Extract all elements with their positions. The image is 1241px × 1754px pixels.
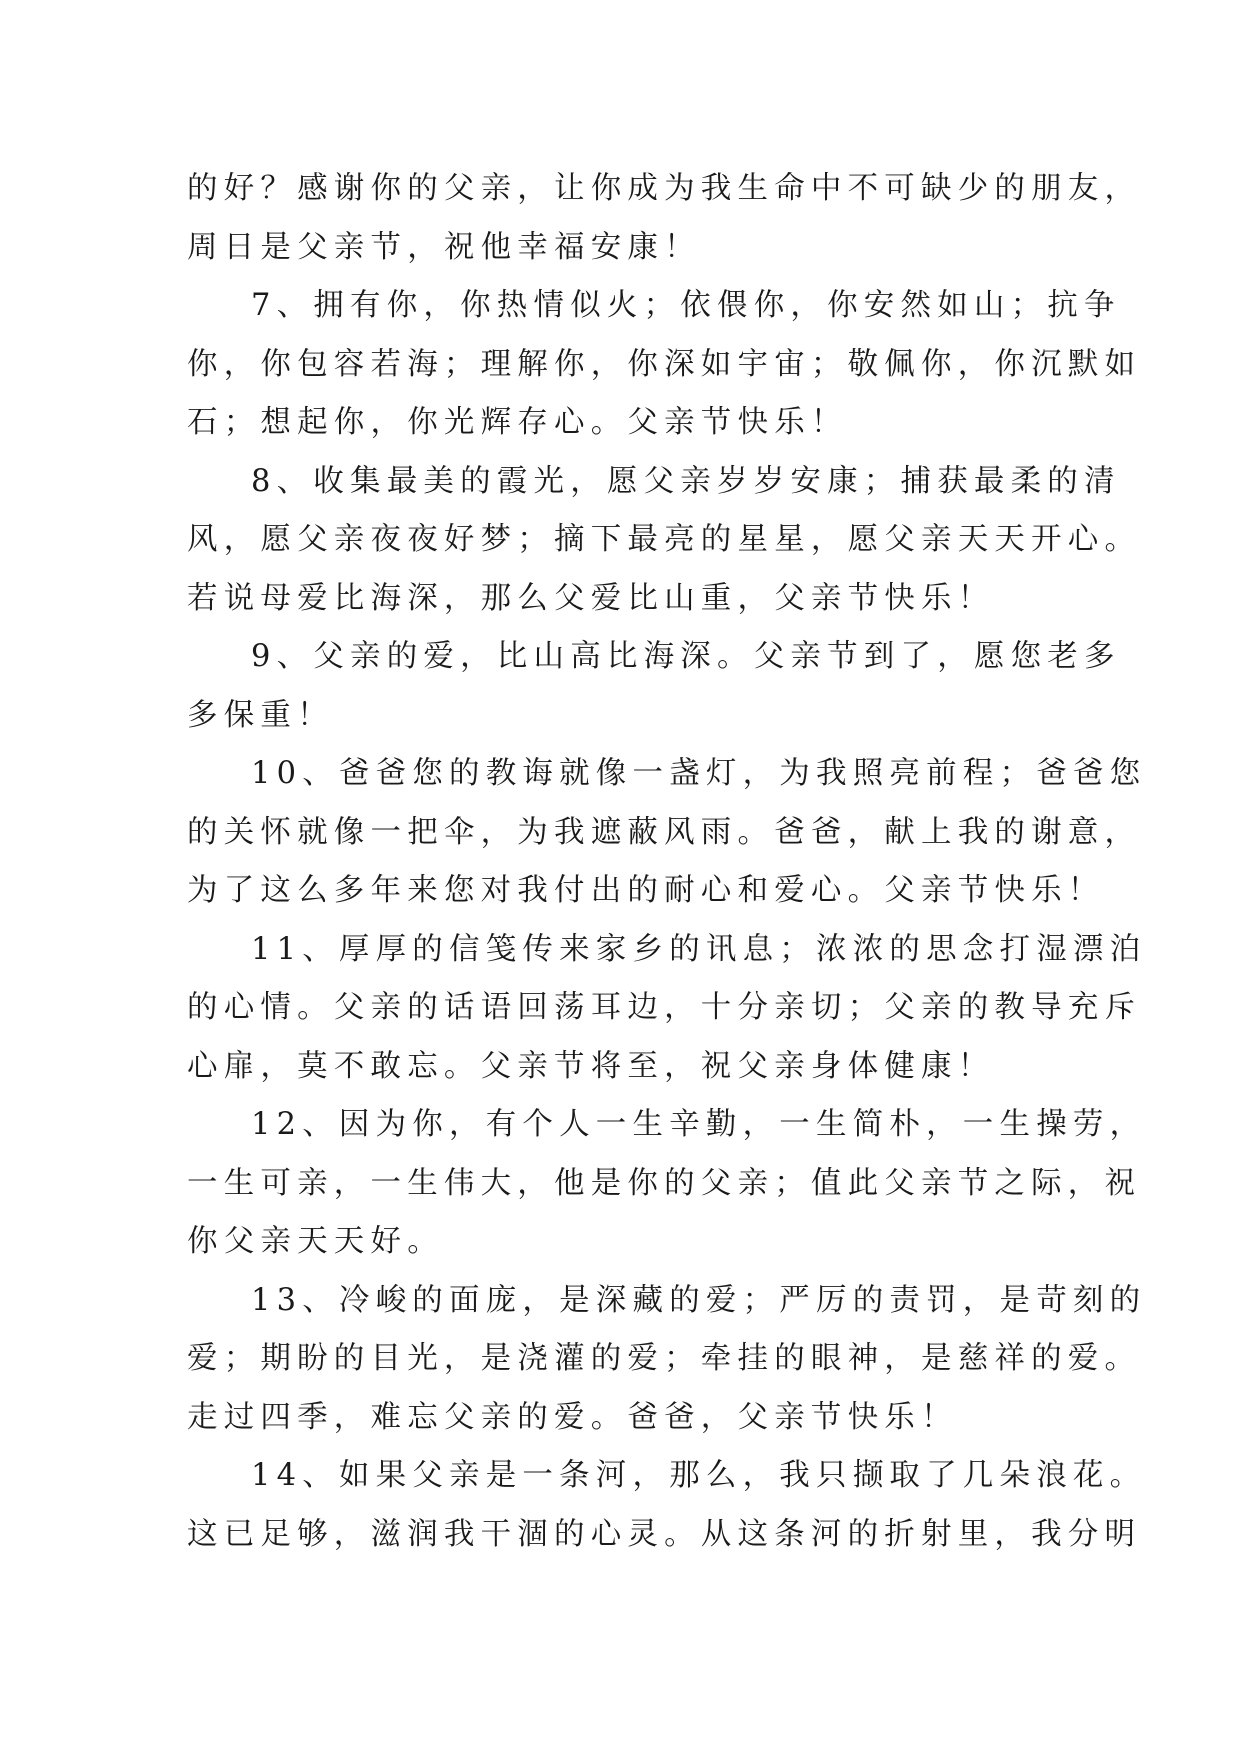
text-line: 周日是父亲节，祝他幸福安康！ (187, 229, 701, 265)
text-line: 多保重！ (187, 697, 334, 733)
text-line: 的关怀就像一把伞，为我遮蔽风雨。爸爸，献上我的谢意， (187, 814, 1142, 850)
text-line: 一生可亲，一生伟大，他是你的父亲；值此父亲节之际，祝 (187, 1165, 1142, 1201)
text-line: 心扉，莫不敢忘。父亲节将至，祝父亲身体健康！ (187, 1048, 995, 1084)
document-body (187, 160, 1147, 1564)
text-line: 为了这么多年来您对我付出的耐心和爱心。父亲节快乐！ (187, 873, 1105, 908)
text-line: 你父亲天天好。 (187, 1224, 444, 1259)
text-line: 的好？感谢你的父亲，让你成为我生命中不可缺少的朋友， (187, 171, 1142, 206)
text-line: 爱；期盼的目光，是浇灌的爱；牵挂的眼神，是慈祥的爱。 (187, 1341, 1142, 1376)
text-line: 若说母爱比海深，那么父爱比山重，父亲节快乐！ (187, 580, 995, 616)
paragraph-first-line: 9、父亲的爱，比山高比海深。父亲节到了，愿您老多 (251, 639, 1121, 674)
text-line: 风，愿父亲夜夜好梦；摘下最亮的星星，愿父亲天天开心。 (187, 522, 1142, 557)
paragraph-first-line: 10、爸爸您的教诲就像一盏灯，为我照亮前程；爸爸您 (251, 756, 1147, 791)
paragraph-first-line: 12、因为你，有个人一生辛勤，一生简朴，一生操劳， (251, 1107, 1147, 1142)
paragraph-first-line: 13、冷峻的面庞，是深藏的爱；严厉的责罚，是苛刻的 (251, 1282, 1147, 1318)
paragraph-first-line: 14、如果父亲是一条河，那么，我只撷取了几朵浪花。 (251, 1458, 1147, 1493)
text-line: 走过四季，难忘父亲的爱。爸爸，父亲节快乐！ (187, 1399, 958, 1435)
text-line: 的心情。父亲的话语回荡耳边，十分亲切；父亲的教导充斥 (187, 990, 1142, 1025)
paragraph-first-line: 11、厚厚的信笺传来家乡的讯息；浓浓的思念打湿漂泊 (251, 931, 1147, 967)
text-line: 这已足够，滋润我干涸的心灵。从这条河的折射里，我分明 (187, 1516, 1142, 1552)
paragraph-first-line: 8、收集最美的霞光，愿父亲岁岁安康；捕获最柔的清 (251, 463, 1121, 499)
text-line: 石；想起你，你光辉存心。父亲节快乐！ (187, 405, 848, 440)
paragraph-first-line: 7、拥有你，你热情似火；依偎你，你安然如山；抗争 (251, 288, 1121, 323)
text-line: 你，你包容若海；理解你，你深如宇宙；敬佩你，你沉默如 (187, 346, 1142, 382)
